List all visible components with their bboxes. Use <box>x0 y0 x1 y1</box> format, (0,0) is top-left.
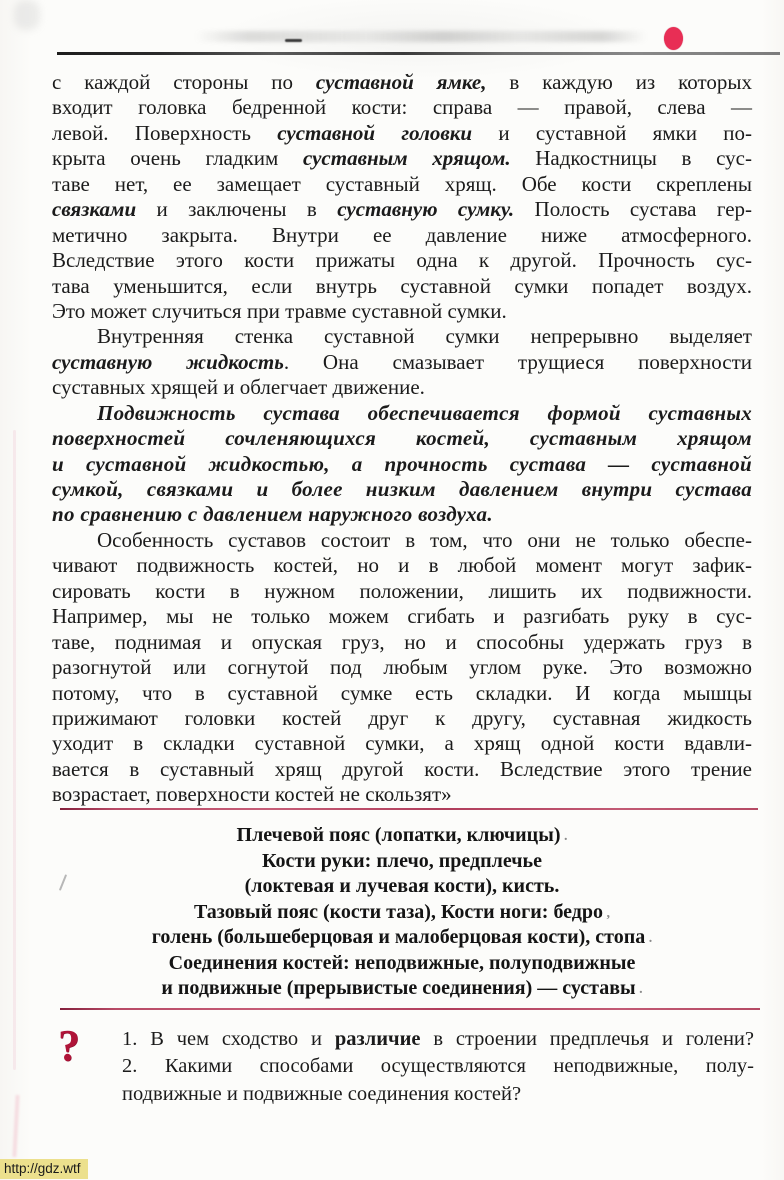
faded-header-text-decoration <box>195 31 647 42</box>
body-text <box>52 70 752 808</box>
text-line <box>52 757 752 782</box>
text-segment: и суставной жидкостью, а прочность сустава — суставной <box>52 451 752 476</box>
text-line <box>122 1026 754 1053</box>
header-rule <box>57 52 780 55</box>
summary-line <box>52 900 752 926</box>
text-segment: крыта очень гладким <box>52 146 303 171</box>
key-term: суставным хрящом. <box>302 146 511 171</box>
text-line <box>52 502 752 527</box>
text-segment: Подвижность сустава обеспечивается формой суставных <box>97 400 752 425</box>
text-line <box>122 1081 754 1108</box>
summary-box <box>52 823 752 1002</box>
text-segment: суставных хрящей и облегчает движение. <box>52 375 425 400</box>
page-marker-dot <box>664 27 683 50</box>
text-segment: и суставной ямки по- <box>472 120 752 145</box>
paragraph <box>52 401 752 528</box>
text-segment: в строении предплечья и голени? <box>420 1028 754 1050</box>
text-line <box>52 579 752 604</box>
text-segment: Вследствие этого кости прижаты одна к другой. Прочность сус- <box>52 248 752 273</box>
text-line <box>52 681 752 706</box>
text-line <box>52 731 752 756</box>
text-segment: таве нет, ее замещает суставный хрящ. Обе кости скреплены <box>52 171 752 196</box>
text-segment: 1. В чем сходство и <box>122 1028 335 1050</box>
text-line <box>52 477 752 502</box>
text-segment: сировать кости в нужном положении, лишить их подвижности. <box>52 578 752 603</box>
text-line <box>52 553 752 578</box>
key-term: суставную жидкость <box>52 349 284 374</box>
text-line <box>52 274 752 299</box>
text-segment: таве, поднимая и опуская груз, но и способны удержать груз в <box>52 629 752 654</box>
text-line <box>52 655 752 680</box>
text-segment: прижимают головки костей друг к другу, суставная жидкость <box>52 705 752 730</box>
summary-line-text: голень (большеберцовая и малоберцовая кости), стопа <box>151 926 646 948</box>
text-line <box>52 121 752 146</box>
text-segment: возрастает, поверхности костей не скользят» <box>52 782 452 807</box>
text-segment: Особенность суставов состоит в том, что они не только обеспе- <box>97 527 752 552</box>
text-line <box>122 1053 754 1080</box>
text-segment: и заключены в <box>136 197 338 222</box>
text-line <box>52 223 752 248</box>
text-line <box>52 426 752 451</box>
text-line <box>52 452 752 477</box>
pencil-mark: . <box>635 982 643 997</box>
pencil-mark: . <box>645 931 653 946</box>
text-line <box>52 248 752 273</box>
text-line <box>52 782 752 807</box>
text-line <box>52 197 752 222</box>
text-segment: сумкой, связками и более низким давлением внутри сустава <box>52 477 752 501</box>
pencil-mark: , <box>603 905 611 921</box>
text-segment: вается в суставный хрящ другой кости. Вследствие этого трение <box>52 756 752 781</box>
question-mark-icon: ? <box>58 1021 80 1070</box>
summary-line <box>52 874 752 900</box>
text-line <box>52 95 752 120</box>
summary-line-text: Плечевой пояс (лопатки, ключицы) <box>236 824 561 846</box>
paragraph <box>52 70 752 324</box>
text-segment: Например, мы не только можем сгибать и разгибать руку в сус- <box>52 604 752 629</box>
left-scan-line-decoration <box>13 430 16 1070</box>
text-segment: Внутренняя стенка суставной сумки непрерывно выделяет <box>97 324 752 349</box>
text-line <box>52 706 752 731</box>
left-scan-line-decoration <box>12 1095 19 1157</box>
summary-line <box>52 849 752 875</box>
text-segment: с каждой стороны по <box>52 70 316 94</box>
text-line <box>52 375 752 400</box>
text-line <box>52 146 752 171</box>
summary-line <box>52 951 752 977</box>
text-segment: потому, что в суставной сумке есть складки. И когда мышцы <box>52 680 752 705</box>
text-segment: . Она смазывает трущиеся поверхности <box>283 349 752 374</box>
summary-line <box>52 925 752 951</box>
text-segment: Надкостницы в сус- <box>510 146 752 171</box>
text-segment: поверхностей сочленяющихся костей, суставным хрящом <box>52 426 752 451</box>
text-segment: входит головка бедренной кости: справа — правой, слева — <box>52 95 752 120</box>
paragraph <box>52 528 752 808</box>
text-segment: чивают подвижность костей, но и в любой момент могут зафик- <box>52 553 752 578</box>
text-line <box>52 299 752 324</box>
summary-rule-bottom <box>60 1008 760 1010</box>
text-segment: разогнутой или согнутой под любым углом руке. Это возможно <box>52 655 752 680</box>
text-segment: Это может случиться при травме суставной сумки. <box>52 298 507 323</box>
text-segment: Полость сустава гер- <box>514 197 753 222</box>
paragraph <box>52 324 752 400</box>
summary-line-text: (локтевая и лучевая кости), кисть. <box>244 875 560 897</box>
faded-header-dash-decoration <box>285 39 302 42</box>
text-segment: левой. Поверхность <box>52 120 278 145</box>
text-line <box>52 401 752 426</box>
text-segment: 2. Какими способами осуществляются неподвижные, полу- <box>122 1055 754 1078</box>
key-term: суставной ямке, <box>315 70 487 94</box>
key-term: различие <box>334 1028 421 1050</box>
summary-line-text: Соединения костей: неподвижные, полуподвижные <box>168 951 636 974</box>
summary-rule-top <box>60 808 758 810</box>
text-segment: метично закрыта. Внутри ее давление ниже атмосферного. <box>52 222 752 247</box>
text-segment: подвижные и подвижные соединения костей? <box>122 1082 522 1105</box>
summary-line <box>52 976 752 1002</box>
text-line <box>52 350 752 375</box>
scan-smudge-decoration <box>14 0 40 30</box>
text-line <box>52 630 752 655</box>
text-segment: в каждую из которых <box>486 70 752 94</box>
text-line <box>52 324 752 349</box>
summary-line <box>52 823 752 849</box>
key-term: суставной головки <box>277 120 473 145</box>
text-segment: по сравнению с давлением наружного воздуха. <box>52 502 493 527</box>
text-line <box>52 70 752 95</box>
questions-text <box>122 1026 754 1108</box>
text-line <box>52 604 752 629</box>
key-term: суставную сумку. <box>337 197 515 222</box>
summary-line-text: и подвижные (прерывистые соединения) — суставы <box>161 977 636 999</box>
pencil-mark: . <box>560 829 568 844</box>
text-segment: тава уменьшится, если внутрь суставной сумки попадет воздух. <box>52 273 752 298</box>
watermark-label: http://gdz.wtf <box>0 1159 88 1179</box>
key-term: связками <box>52 197 137 222</box>
summary-line-text: Тазовый пояс (кости таза), Кости ноги: бедро <box>193 900 604 923</box>
text-segment: уходит в складки суставной сумки, а хрящ одной кости вдавли- <box>52 731 752 756</box>
text-line <box>52 172 752 197</box>
text-line <box>52 528 752 553</box>
summary-line-text: Кости руки: плечо, предплечье <box>262 849 542 872</box>
